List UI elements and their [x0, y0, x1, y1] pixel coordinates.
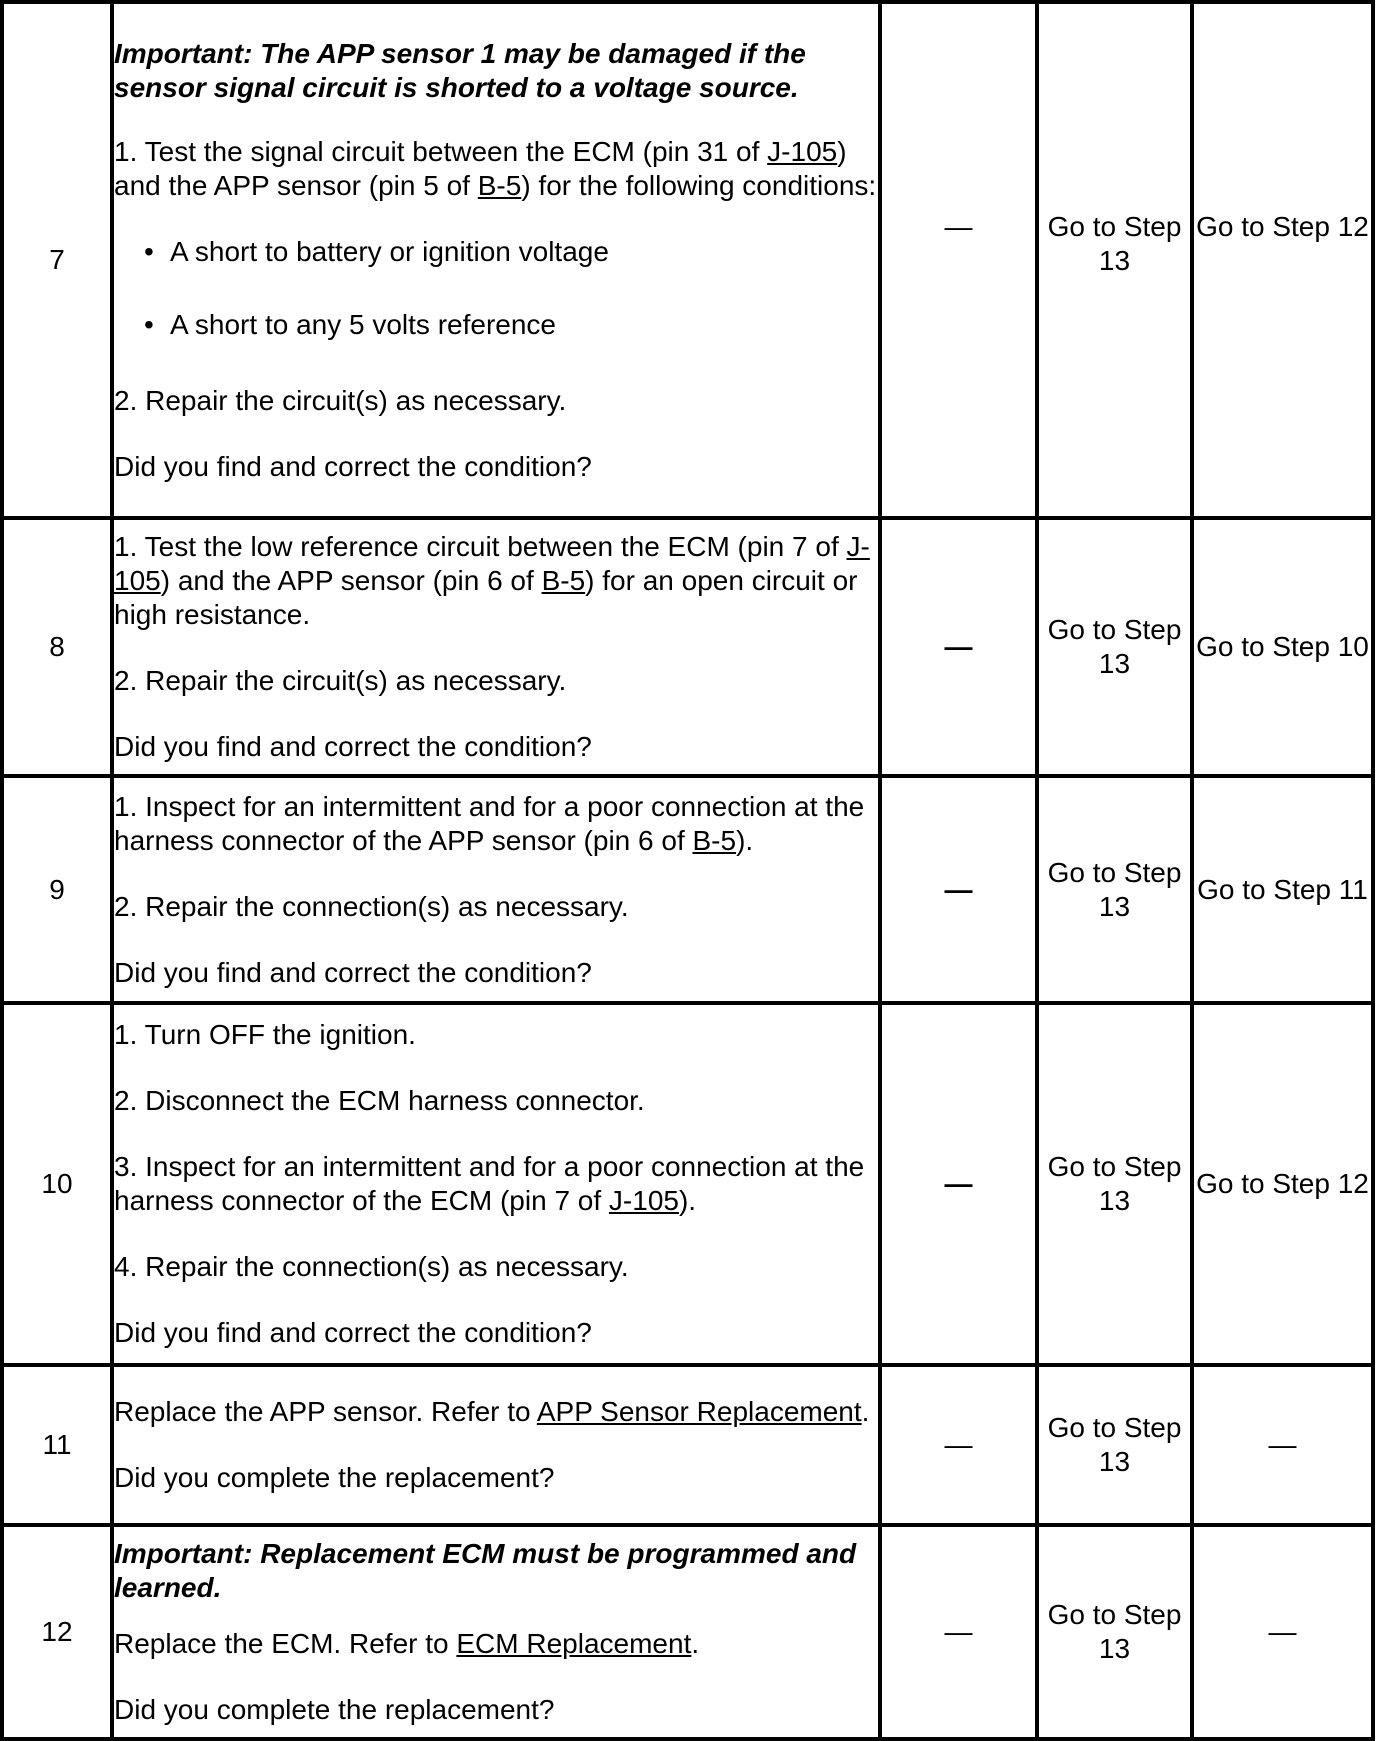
table-row: [2, 1525, 1373, 1739]
ref-link-ecm-replacement[interactable]: ECM Replacement: [456, 1628, 692, 1659]
instruction-2: 2. Repair the circuit(s) as necessary.: [114, 384, 567, 416]
instruction-1: Replace the ECM. Refer to ECM Replacement.: [114, 1628, 700, 1659]
value-cell: —: [880, 1525, 1037, 1739]
yes-action: Go to Step 13: [1037, 1525, 1192, 1739]
value-cell: —: [880, 2, 1037, 518]
step-number: 11: [2, 1365, 112, 1525]
ref-link-app-sensor-replacement[interactable]: APP Sensor Replacement: [536, 1396, 862, 1427]
action-cell: [112, 1525, 880, 1739]
question-text: Did you find and correct the condition?: [114, 731, 592, 762]
yes-action: Go to Step 13: [1037, 1003, 1192, 1365]
action-cell: [112, 1365, 880, 1525]
important-note: Important: Replacement ECM must be programmed and learned.: [114, 1538, 857, 1603]
value-cell: —: [880, 1003, 1037, 1365]
ref-link-b5[interactable]: B-5: [477, 169, 522, 201]
no-action: Go to Step 12: [1192, 2, 1373, 518]
yes-action: Go to Step 13: [1037, 518, 1192, 776]
step-number: 8: [2, 518, 112, 776]
instruction-4: 4. Repair the connection(s) as necessary.: [114, 1251, 629, 1282]
table-row: [2, 2, 1373, 518]
table-row: [2, 1003, 1373, 1365]
instruction-1: Replace the APP sensor. Refer to APP Sensor Replacement.: [114, 1396, 870, 1427]
question-text: Did you find and correct the condition?: [114, 1317, 592, 1348]
list-item: • A short to battery or ignition voltage: [144, 235, 878, 269]
step-number: 9: [2, 776, 112, 1003]
instruction-3: 3. Inspect for an intermittent and for a poor connection at the harness connector of the ECM (pin 7 of J-105).: [114, 1151, 865, 1216]
value-cell: —: [880, 776, 1037, 1003]
instruction-2: 2. Repair the circuit(s) as necessary.: [114, 665, 567, 696]
action-cell: [112, 518, 880, 776]
yes-action: Go to Step 13: [1037, 776, 1192, 1003]
yes-action: Go to Step 13: [1037, 1365, 1192, 1525]
question-text: Did you find and correct the condition?: [114, 450, 592, 482]
table-row: [2, 518, 1373, 776]
instruction-1: 1. Test the low reference circuit between the ECM (pin 7 of J-105) and the APP sensor (pin 6 of B-5) for an open circuit or high resistance.: [114, 531, 870, 630]
no-action: —: [1192, 1525, 1373, 1739]
ref-link-b5[interactable]: B-5: [541, 565, 586, 596]
ref-link-j105[interactable]: J-105: [114, 531, 870, 596]
no-action: Go to Step 10: [1192, 518, 1373, 776]
step-number: 7: [2, 2, 112, 518]
no-action: —: [1192, 1365, 1373, 1525]
question-text: Did you complete the replacement?: [114, 1694, 555, 1725]
ref-link-j105[interactable]: J-105: [608, 1185, 679, 1216]
condition-list: [114, 235, 878, 342]
action-cell: [112, 2, 880, 518]
table-row: [2, 1365, 1373, 1525]
list-item: • A short to any 5 volts reference: [144, 308, 878, 342]
ref-link-b5[interactable]: B-5: [692, 824, 737, 856]
ref-link-j105[interactable]: J-105: [767, 135, 838, 167]
no-action: Go to Step 11: [1192, 776, 1373, 1003]
action-cell: [112, 776, 880, 1003]
instruction-1: 1. Turn OFF the ignition.: [114, 1019, 416, 1050]
instruction-2: 2. Disconnect the ECM harness connector.: [114, 1085, 645, 1116]
action-cell: [112, 1003, 880, 1365]
value-cell: —: [880, 1365, 1037, 1525]
important-note: Important: The APP sensor 1 may be damaged if the sensor signal circuit is shorted to a voltage source.: [114, 37, 806, 103]
table-row: [2, 776, 1373, 1003]
no-action: Go to Step 12: [1192, 1003, 1373, 1365]
instruction-1: 1. Inspect for an intermittent and for a poor connection at the harness connector of the APP sensor (pin 6 of B-5).: [114, 790, 865, 856]
instruction-2: 2. Repair the connection(s) as necessary.: [114, 890, 629, 922]
instruction-1: 1. Test the signal circuit between the ECM (pin 31 of J-105) and the APP sensor (pin 5 of B-5) for the following conditions:: [114, 135, 877, 201]
step-number: 12: [2, 1525, 112, 1739]
value-cell: —: [880, 518, 1037, 776]
question-text: Did you find and correct the condition?: [114, 956, 592, 988]
yes-action: Go to Step 13: [1037, 2, 1192, 518]
step-number: 10: [2, 1003, 112, 1365]
question-text: Did you complete the replacement?: [114, 1462, 555, 1493]
